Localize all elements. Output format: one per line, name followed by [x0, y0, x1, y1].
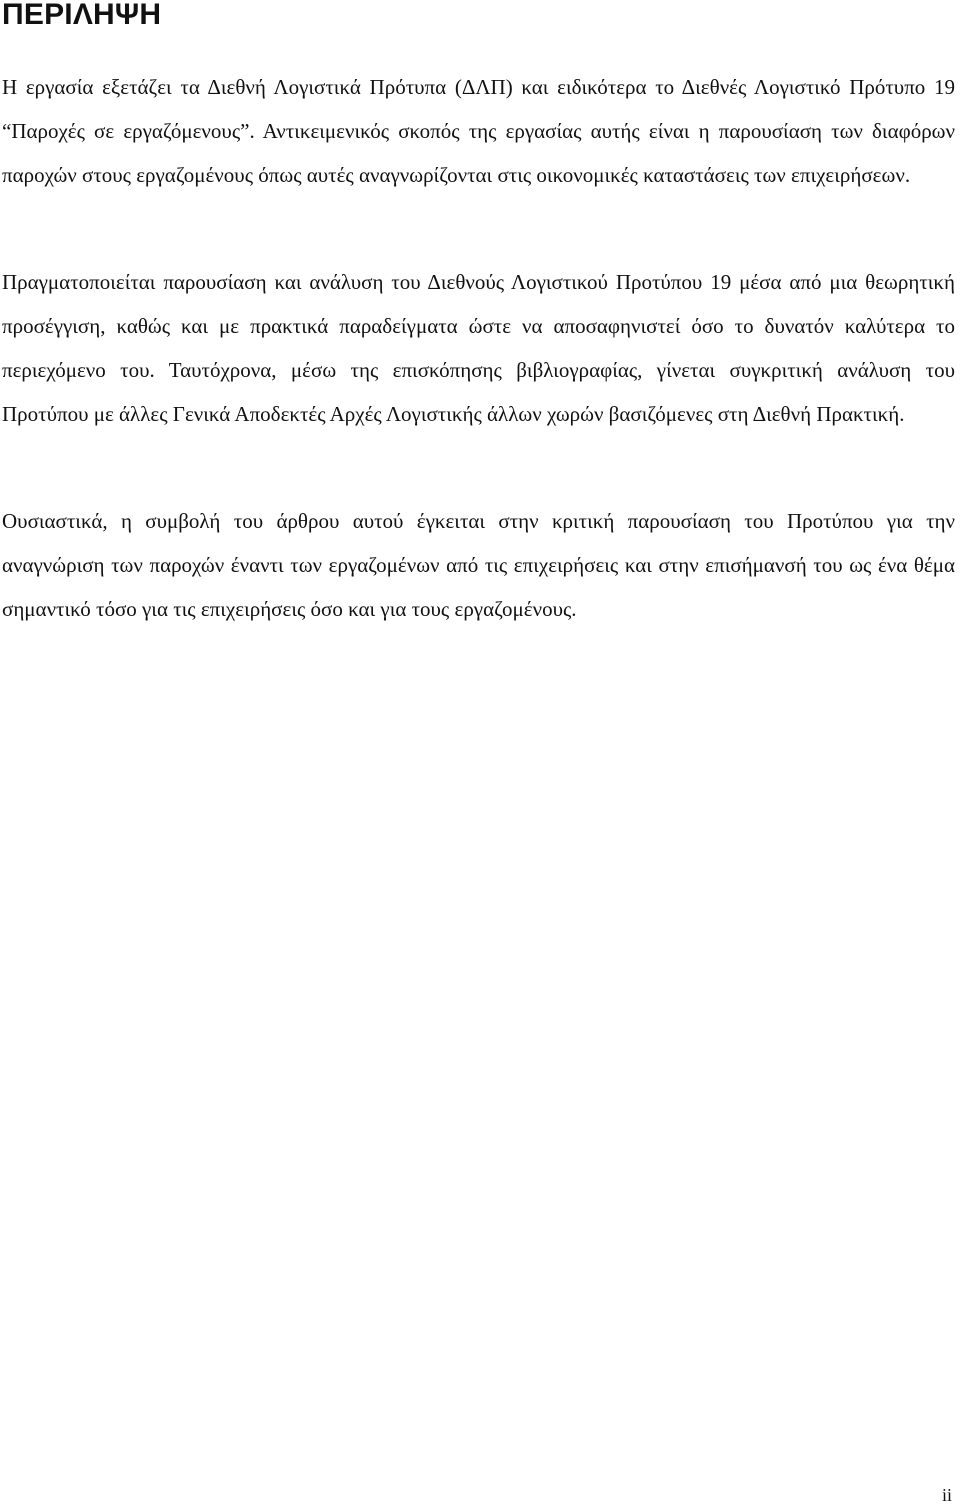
- abstract-paragraph-1: Η εργασία εξετάζει τα Διεθνή Λογιστικά Πρότυπα (ΔΛΠ) και ειδικότερα το Διεθνές Λογιστικό Πρότυπο 19 “Παροχές σε εργαζόμενους”. Αντικειμενικός σκοπός της εργασίας αυτής είναι η παρουσίαση των διαφόρων παροχών στους εργαζομένους όπως αυτές αναγνωρίζονται στις οικονομικές καταστάσεις των επιχειρήσεων.: [2, 75, 955, 187]
- page-number: ii: [941, 1485, 952, 1505]
- abstract-paragraph-3: Ουσιαστικά, η συμβολή του άρθρου αυτού έγκειται στην κριτική παρουσίαση του Προτύπου για την αναγνώριση των παροχών έναντι των εργαζομένων από τις επιχειρήσεις και στην επισήμανσή του ως ένα θέμα σημαντικό τόσο για τις επιχειρήσεις όσο και για τους εργαζομένους.: [2, 509, 955, 621]
- abstract-paragraph-2: Πραγματοποιείται παρουσίαση και ανάλυση του Διεθνούς Λογιστικού Προτύπου 19 μέσα από μια θεωρητική προσέγγιση, καθώς και με πρακτικά παραδείγματα ώστε να αποσαφηνιστεί όσο το δυνατόν καλύτερα το περιεχόμενο του. Ταυτόχρονα, μέσω της επισκόπησης βιβλιογραφίας, γίνεται συγκριτική ανάλυση του Προτύπου με άλλες Γενικά Αποδεκτές Αρχές Λογιστικής άλλων χωρών βασιζόμενες στη Διεθνή Πρακτική.: [2, 270, 955, 426]
- abstract-title: ΠΕΡΙΛΗΨΗ: [2, 0, 162, 31]
